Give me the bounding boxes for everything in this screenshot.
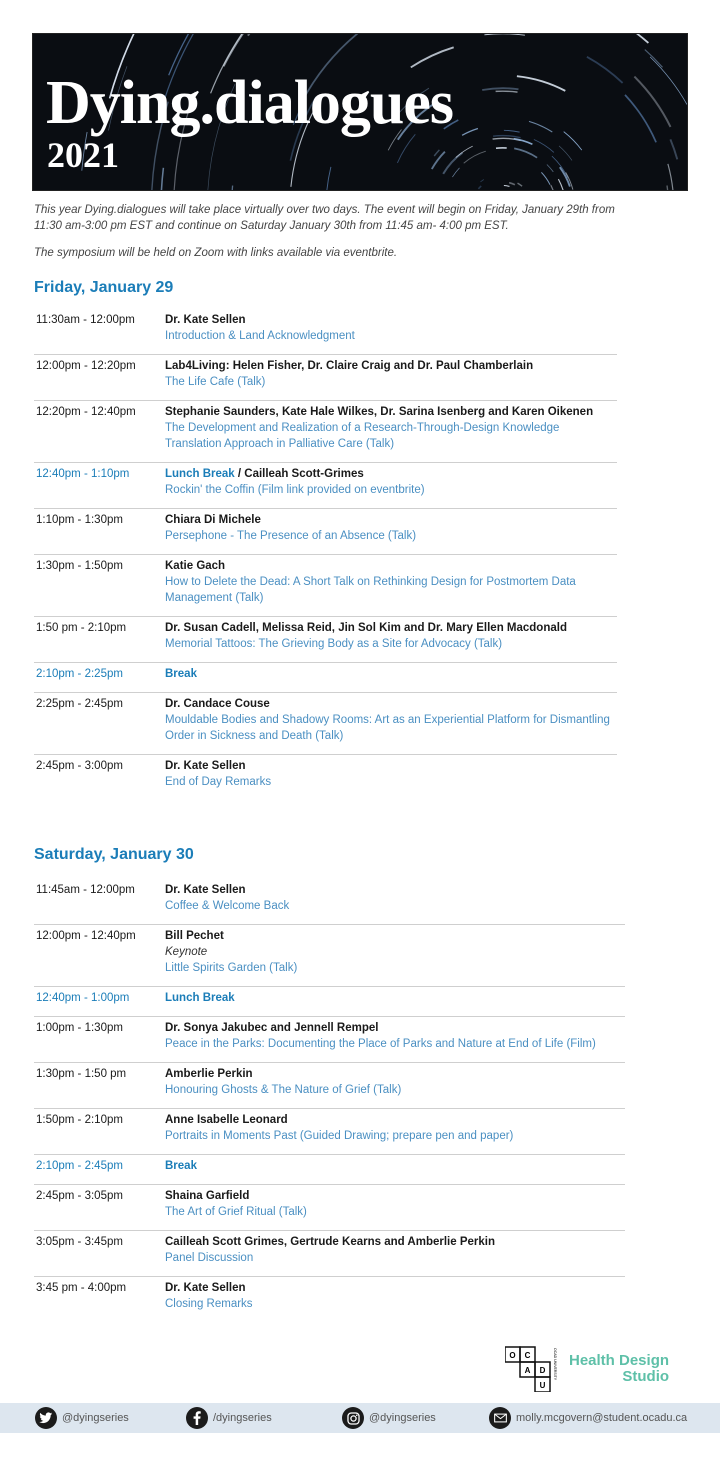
session-time: 3:05pm - 3:45pm [36, 1236, 123, 1248]
session-time: 1:10pm - 1:30pm [36, 514, 123, 526]
session-time: 12:00pm - 12:20pm [36, 360, 136, 372]
session-title: Persephone - The Presence of an Absence (Talk) [165, 530, 417, 542]
session-title: The Development and Realization of a Research-Through-Design Knowledge Translation Approach in Palliative Care (Talk) [165, 422, 560, 450]
header-banner [32, 33, 688, 191]
star-trail [665, 186, 669, 191]
schedule-row [34, 401, 617, 463]
session-details [165, 1234, 625, 1266]
speaker-names: Stephanie Saunders, Kate Hale Wilkes, Dr. Sarina Isenberg and Karen Oikenen [165, 406, 594, 418]
star-trail [434, 150, 439, 156]
session-title: The Art of Grief Ritual (Talk) [165, 1206, 307, 1218]
session-details [165, 1280, 625, 1312]
session-speaker [165, 512, 617, 528]
schedule-row [34, 693, 617, 755]
speaker-names: Cailleah Scott Grimes, Gertrude Kearns and Amberlie Perkin [165, 1236, 495, 1248]
session-title: End of Day Remarks [165, 776, 272, 788]
star-trail [432, 152, 445, 169]
session-speaker [165, 620, 617, 636]
banner-year: 2021 [47, 135, 119, 175]
session-speaker [165, 404, 617, 420]
session-speaker [165, 466, 617, 482]
session-title: Little Spirits Garden (Talk) [165, 962, 298, 974]
session-time: 2:10pm - 2:25pm [36, 668, 123, 680]
star-trail [529, 121, 552, 132]
session-details [165, 882, 625, 914]
speaker-names: Bill Pechet [165, 930, 224, 942]
schedule-row [34, 755, 617, 800]
facebook-handle: /dyingseries [213, 1412, 272, 1424]
star-trail [456, 146, 473, 158]
instagram-icon [342, 1407, 364, 1429]
intro-paragraph-2: The symposium will be held on Zoom with links available via eventbrite. [34, 247, 398, 259]
star-trail [564, 132, 582, 151]
star-trail [625, 95, 656, 142]
break-label: Lunch Break [165, 468, 235, 480]
ocad-university-text: OCAD UNIVERSITY [553, 1348, 557, 1381]
star-trail [504, 130, 520, 132]
session-speaker [165, 666, 617, 682]
star-trail [161, 168, 163, 190]
star-trail [534, 140, 554, 153]
ocad-letter-a: A [524, 1366, 531, 1375]
session-speaker [165, 1020, 625, 1036]
session-title: Mouldable Bodies and Shadowy Rooms: Art as an Experiential Platform for Dismantling Order in Sickness and Death (Talk) [165, 714, 610, 742]
session-title: Panel Discussion [165, 1252, 254, 1264]
session-details [165, 1066, 625, 1098]
star-trail [482, 88, 518, 90]
speaker-names: Anne Isabelle Leonard [165, 1114, 288, 1126]
session-time: 1:30pm - 1:50 pm [36, 1068, 127, 1080]
session-time: 3:45 pm - 4:00pm [36, 1282, 127, 1294]
speaker-names: Chiara Di Michele [165, 514, 261, 526]
schedule-row [34, 1017, 625, 1063]
session-details [165, 404, 617, 452]
session-time: 11:45am - 12:00pm [36, 884, 135, 896]
star-trail [248, 34, 266, 36]
star-trail [514, 148, 537, 157]
session-time: 2:25pm - 2:45pm [36, 698, 123, 710]
session-speaker [165, 312, 617, 328]
session-title: Peace in the Parks: Documenting the Place of Parks and Nature at End of Life (Film) [165, 1038, 596, 1050]
schedule-row [34, 1185, 625, 1231]
friday-schedule [34, 309, 617, 800]
ocad-letter-c: C [524, 1351, 531, 1360]
intro-text [34, 203, 634, 274]
session-details [165, 696, 617, 744]
instagram-handle: @dyingseries [369, 1412, 436, 1424]
star-trail [493, 136, 520, 138]
star-trail [397, 134, 415, 163]
star-trail [232, 186, 233, 190]
star-trail [559, 146, 572, 161]
hds-line1: Health Design [569, 1352, 670, 1369]
session-details [165, 1020, 625, 1052]
break-label: Lunch Break [165, 992, 235, 1004]
session-speaker [165, 990, 625, 1006]
mail-icon [489, 1407, 511, 1429]
speaker-names: / Cailleah Scott-Grimes [237, 468, 364, 480]
session-speaker [165, 558, 617, 574]
star-trail [551, 185, 554, 190]
star-trail [650, 57, 687, 105]
email-link[interactable] [489, 1407, 687, 1429]
session-speaker [165, 696, 617, 712]
star-trail [518, 183, 523, 186]
speaker-names: Dr. Kate Sellen [165, 760, 246, 772]
schedule-row [34, 463, 617, 509]
footer-social-bar [0, 1403, 720, 1433]
banner-title: Dying.dialogues [46, 69, 454, 137]
session-details [165, 512, 617, 544]
star-trail [478, 186, 481, 189]
speaker-names: Dr. Kate Sellen [165, 1282, 246, 1294]
session-speaker [165, 1158, 625, 1174]
schedule-row [34, 309, 617, 355]
session-details [165, 928, 625, 976]
star-trail [670, 139, 677, 159]
schedule-row [34, 1063, 625, 1109]
health-design-studio-logo [569, 1353, 669, 1385]
schedule-row [34, 987, 625, 1017]
speaker-names: Dr. Candace Couse [165, 698, 270, 710]
star-trail [645, 50, 663, 68]
speaker-names: Amberlie Perkin [165, 1068, 253, 1080]
star-trail [514, 139, 533, 145]
session-speaker [165, 358, 617, 374]
session-time: 11:30am - 12:00pm [36, 314, 135, 326]
schedule-row [34, 617, 617, 663]
ocad-letter-d: D [539, 1366, 546, 1375]
session-time: 1:50 pm - 2:10pm [36, 622, 127, 634]
star-trail [597, 34, 649, 43]
ocad-letter-u: U [539, 1381, 546, 1390]
session-title: How to Delete the Dead: A Short Talk on Rethinking Design for Postmortem Data Management (Talk) [165, 576, 576, 604]
star-trail [634, 77, 670, 127]
session-details [165, 758, 617, 790]
session-time: 2:45pm - 3:00pm [36, 760, 123, 772]
star-trail [443, 153, 462, 174]
schedule-row [34, 1155, 625, 1185]
session-time: 12:00pm - 12:40pm [36, 930, 136, 942]
session-title: Portraits in Moments Past (Guided Drawing; prepare pen and paper) [165, 1130, 514, 1142]
session-speaker [165, 1234, 625, 1250]
schedule-row [34, 663, 617, 693]
twitter-link[interactable] [35, 1407, 129, 1429]
session-details [165, 620, 617, 652]
schedule-row [34, 879, 625, 925]
break-label: Break [165, 668, 197, 680]
twitter-handle: @dyingseries [62, 1412, 129, 1424]
facebook-link[interactable] [186, 1407, 272, 1429]
schedule-row [34, 1231, 625, 1277]
session-speaker [165, 1066, 625, 1082]
session-details [165, 990, 625, 1006]
session-details [165, 358, 617, 390]
session-time: 12:40pm - 1:10pm [36, 468, 130, 480]
star-trail [452, 168, 459, 177]
session-speaker [165, 1112, 625, 1128]
session-speaker [165, 882, 625, 898]
facebook-icon [186, 1407, 208, 1429]
break-label: Break [165, 1160, 197, 1172]
speaker-names: Dr. Sonya Jakubec and Jennell Rempel [165, 1022, 379, 1034]
session-speaker [165, 1188, 625, 1204]
session-details [165, 466, 617, 498]
session-time: 12:20pm - 12:40pm [36, 406, 136, 418]
session-time: 1:30pm - 1:50pm [36, 560, 123, 572]
session-title: The Life Cafe (Talk) [165, 376, 266, 388]
session-title: Closing Remarks [165, 1298, 253, 1310]
session-title: Introduction & Land Acknowledgment [165, 330, 355, 342]
session-title: Coffee & Welcome Back [165, 900, 290, 912]
ocad-university-logo [505, 1346, 557, 1392]
speaker-names: Lab4Living: Helen Fisher, Dr. Claire Craig and Dr. Paul Chamberlain [165, 360, 534, 372]
saturday-schedule [34, 879, 625, 1322]
session-time: 1:50pm - 2:10pm [36, 1114, 123, 1126]
session-role: Keynote [165, 946, 208, 958]
session-speaker [165, 1280, 625, 1296]
session-title: Memorial Tattoos: The Grieving Body as a Site for Advocacy (Talk) [165, 638, 503, 650]
session-details [165, 1158, 625, 1174]
session-time: 2:45pm - 3:05pm [36, 1190, 123, 1202]
speaker-names: Shaina Garfield [165, 1190, 250, 1202]
session-title: Honouring Ghosts & The Nature of Grief (Talk) [165, 1084, 402, 1096]
star-trail [464, 151, 486, 163]
speaker-names: Dr. Kate Sellen [165, 884, 246, 896]
star-trail [509, 183, 515, 185]
speaker-names: Dr. Susan Cadell, Melissa Reid, Jin Sol Kim and Dr. Mary Ellen Macdonald [165, 622, 567, 634]
star-trail [480, 180, 483, 183]
schedule-row [34, 509, 617, 555]
speaker-names: Katie Gach [165, 560, 226, 572]
star-trail [558, 179, 565, 190]
friday-heading: Friday, January 29 [34, 279, 174, 296]
session-details [165, 666, 617, 682]
star-trail [668, 164, 674, 190]
schedule-row [34, 1277, 625, 1322]
star-trail [326, 167, 331, 190]
twitter-icon [35, 1407, 57, 1429]
star-trail [517, 76, 565, 91]
session-title: Rockin' the Coffin (Film link provided on eventbrite) [165, 484, 425, 496]
star-trail [411, 47, 454, 67]
session-time: 1:00pm - 1:30pm [36, 1022, 123, 1034]
schedule-row [34, 1109, 625, 1155]
session-details [165, 1112, 625, 1144]
session-time: 2:10pm - 2:45pm [36, 1160, 123, 1172]
star-trail [496, 91, 518, 92]
ocad-letter-o: O [509, 1351, 516, 1360]
session-speaker [165, 928, 625, 944]
session-speaker [165, 758, 617, 774]
star-trail [224, 34, 277, 66]
session-details [165, 1188, 625, 1220]
session-details [165, 558, 617, 606]
email-address: molly.mcgovern@student.ocadu.ca [516, 1412, 688, 1424]
schedule-row [34, 925, 625, 987]
schedule-row [34, 555, 617, 617]
schedule-row [34, 355, 617, 401]
hds-line2: Studio [622, 1368, 670, 1385]
intro-paragraph-1: This year Dying.dialogues will take place virtually over two days. The event will begin on Friday, January 29th from 11:30 am-3:00 pm EST and continue on Saturday January 30th from 11:45 am- 4:00 pm EST. [34, 204, 615, 232]
session-details [165, 312, 617, 344]
session-time: 12:40pm - 1:00pm [36, 992, 130, 1004]
saturday-heading: Saturday, January 30 [34, 846, 194, 863]
star-trail [547, 165, 553, 172]
star-trail [484, 34, 525, 35]
star-trail [587, 57, 623, 83]
instagram-link[interactable] [342, 1407, 436, 1429]
star-trail [541, 172, 550, 184]
speaker-names: Dr. Kate Sellen [165, 314, 246, 326]
star-trail [462, 129, 478, 136]
star-trail [504, 186, 510, 187]
